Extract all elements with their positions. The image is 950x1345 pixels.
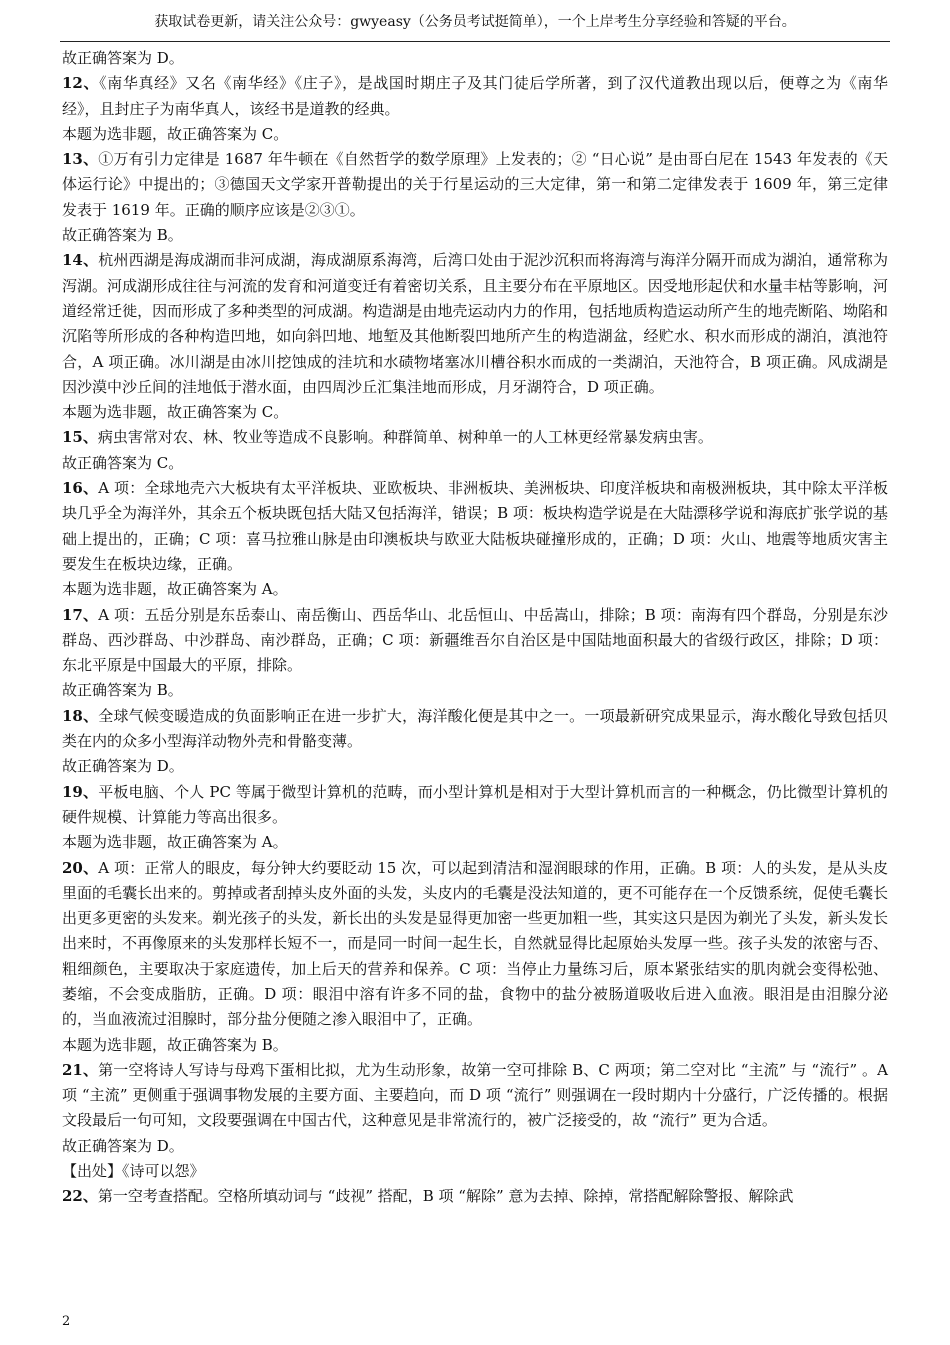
question-number: 12、 bbox=[62, 74, 100, 93]
document-body bbox=[62, 46, 888, 1210]
paragraph-text: 本题为选非题，故正确答案为 B。 bbox=[62, 1035, 288, 1054]
paragraph bbox=[62, 780, 888, 831]
question-number: 18、 bbox=[62, 706, 99, 725]
paragraph-text: A 项：全球地壳六大板块有太平洋板块、亚欧板块、非洲板块、美洲板块、印度洋板块和南极洲板块，其中除太平洋板块几乎全为海洋外，其余五个板块既包括大陆又包括海洋，错误；B 项：板块构造学说是在大陆漂移学说和海底扩张学说的基础上提出的，正确；C 项：喜马拉雅山脉是由印澳板块与欧亚大陆板块碰撞形成的，正确；D 项：火山、地震等地质灾害主要发生在板块边缘，正确。 bbox=[62, 479, 888, 573]
paragraph-text: 本题为选非题，故正确答案为 A。 bbox=[62, 833, 288, 852]
question-number: 14、 bbox=[62, 251, 99, 270]
paragraph bbox=[62, 754, 888, 779]
paragraph bbox=[62, 856, 888, 1033]
question-number: 16、 bbox=[62, 479, 99, 498]
page-header bbox=[0, 0, 950, 42]
question-number: 19、 bbox=[62, 782, 99, 801]
paragraph bbox=[62, 577, 888, 602]
paragraph bbox=[62, 425, 888, 450]
paragraph-text: 《南华真经》又名《南华经》《庄子》，是战国时期庄子及其门徒后学所著，到了汉代道教出现以后，便尊之为《南华经》，且封庄子为南华真人，该经书是道教的经典。 bbox=[62, 74, 888, 118]
paragraph bbox=[62, 147, 888, 223]
header-text: 获取试卷更新，请关注公众号：gwyeasy（公务员考试挺简单），一个上岸考生分享经验和答疑的平台。 bbox=[154, 14, 796, 30]
paragraph-text: A 项：五岳分别是东岳泰山、南岳衡山、西岳华山、北岳恒山、中岳嵩山，排除；B 项：南海有四个群岛，分别是东沙群岛、西沙群岛、中沙群岛、南沙群岛，正确；C 项：新疆维吾尔自治区是中国陆地面积最大的省级行政区，排除；D 项：东北平原是中国最大的平原，排除。 bbox=[62, 605, 888, 675]
paragraph-text: 故正确答案为 D。 bbox=[62, 757, 184, 776]
paragraph bbox=[62, 704, 888, 755]
question-number: 17、 bbox=[62, 605, 99, 624]
paragraph bbox=[62, 400, 888, 425]
paragraph-text: 故正确答案为 C。 bbox=[62, 453, 184, 472]
page-number: 2 bbox=[62, 1314, 71, 1329]
paragraph-text: 故正确答案为 B。 bbox=[62, 226, 183, 245]
paragraph-text: 本题为选非题，故正确答案为 A。 bbox=[62, 580, 288, 599]
paragraph-text: 故正确答案为 D。 bbox=[62, 49, 184, 67]
question-number: 21、 bbox=[62, 1060, 99, 1079]
paragraph bbox=[62, 223, 888, 248]
paragraph-text: 杭州西湖是海成湖而非河成湖，海成湖原系海湾，后湾口处由于泥沙沉积而将海湾与海洋分隔开而成为湖泊，通常称为泻湖。河成湖形成往往与河流的发育和河道变迁有着密切关系，且主要分布在平原地区。因受地形起伏和水量丰枯等影响，河道经常迁徙，因而形成了多种类型的河成湖。构造湖是由地壳运动内力的作用，包括地质构造运动所产生的地壳断陷、坳陷和沉陷等所形成的各种构造凹地，如向斜凹地、地堑及其他断裂凹地所产生的构造湖盆，经贮水、积水而形成的湖泊，滇池符合，A 项正确。冰川湖是由冰川挖蚀成的洼坑和水碛物堵塞冰川槽谷积水而成的一类湖泊，天池符合，B 项正确。风成湖是因沙漠中沙丘间的洼地低于潜水面，由四周沙丘汇集洼地而形成，月牙湖符合，D 项正确。 bbox=[62, 251, 888, 396]
paragraph-text: 平板电脑、个人 PC 等属于微型计算机的范畴，而小型计算机是相对于大型计算机而言的一种概念，仍比微型计算机的硬件规模、计算能力等高出很多。 bbox=[62, 782, 888, 826]
paragraph bbox=[62, 248, 888, 400]
paragraph bbox=[62, 1058, 888, 1134]
question-number: 22、 bbox=[62, 1187, 98, 1206]
paragraph bbox=[62, 1159, 888, 1184]
paragraph bbox=[62, 122, 888, 147]
paragraph-text: 本题为选非题，故正确答案为 C。 bbox=[62, 403, 289, 422]
paragraph-text: 故正确答案为 D。 bbox=[62, 1136, 184, 1155]
paragraph-text: 故正确答案为 B。 bbox=[62, 681, 183, 700]
paragraph bbox=[62, 830, 888, 855]
paragraph-text: 病虫害常对农、林、牧业等造成不良影响。种群简单、树种单一的人工林更经常暴发病虫害。 bbox=[97, 428, 713, 447]
paragraph-text: 第一空考查搭配。空格所填动词与 “歧视” 搭配，B 项 “解除” 意为去掉、除掉，常搭配解除警报、解除武 bbox=[97, 1187, 794, 1206]
paragraph bbox=[62, 46, 888, 71]
question-number: 20、 bbox=[62, 858, 99, 877]
paragraph-text: 第一空将诗人写诗与母鸡下蛋相比拟，尤为生动形象，故第一空可排除 B、C 两项；第二空对比 “主流” 与 “流行” 。A 项 “主流” 更侧重于强调事物发展的主要方面、主要趋向，而 D 项 “流行” 则强调在一段时期内十分盛行，广泛传播的。根据文段最后一句可知，文段要强调在中国古代，这种意见是非常流行的，被广泛接受的，故 “流行” 更为合适。 bbox=[62, 1060, 888, 1130]
paragraph bbox=[62, 603, 888, 679]
paragraph bbox=[62, 1033, 888, 1058]
header-divider bbox=[60, 41, 890, 42]
paragraph-text: 全球气候变暖造成的负面影响正在进一步扩大，海洋酸化便是其中之一。一项最新研究成果显示，海水酸化导致包括贝类在内的众多小型海洋动物外壳和骨骼变薄。 bbox=[62, 706, 888, 751]
paragraph-text: ①万有引力定律是 1687 年牛顿在《自然哲学的数学原理》上发表的；② “日心说” 是由哥白尼在 1543 年发表的《天体运行论》中提出的；③德国天文学家开普勒提出的关于行星运动的三大定律，第一和第二定律发表于 1609 年，第三定律发表于 1619 年。正确的顺序应该是②③①。 bbox=[62, 150, 888, 219]
paragraph-text: 本题为选非题，故正确答案为 C。 bbox=[62, 124, 289, 143]
question-number: 15、 bbox=[62, 428, 98, 447]
paragraph bbox=[62, 451, 888, 476]
question-number: 13、 bbox=[62, 150, 99, 169]
paragraph bbox=[62, 71, 888, 122]
paragraph-text: A 项：正常人的眼皮，每分钟大约要眨动 15 次，可以起到清洁和湿润眼球的作用，正确。B 项：人的头发，是从头皮里面的毛囊长出来的。剪掉或者刮掉头皮外面的头发，头皮内的毛囊是没法知道的，更不可能存在一个反馈系统，促使毛囊长出更多更密的头发来。剃光孩子的头发，新长出的头发是显得更加密一些更加粗一些，其实这只是因为剃光了头发，新头发长出来时，不再像原来的头发那样长短不一，而是同一时间一起生长，自然就显得比起原始头发厚一些。孩子头发的浓密与否、粗细颜色，主要取决于家庭遗传，加上后天的营养和保养。C 项：当停止力量练习后，原本紧张结实的肌肉就会变得松弛、萎缩，不会变成脂肪，正确。D 项：眼泪中溶有许多不同的盐，食物中的盐分被肠道吸收后进入血液。眼泪是由泪腺分泌的，当血液流过泪腺时，部分盐分便随之渗入眼泪中了，正确。 bbox=[62, 858, 888, 1029]
paragraph bbox=[62, 476, 888, 577]
paragraph bbox=[62, 1134, 888, 1159]
paragraph-text: 【出处】《诗可以怨》 bbox=[62, 1162, 205, 1181]
paragraph bbox=[62, 678, 888, 703]
paragraph bbox=[62, 1184, 888, 1209]
